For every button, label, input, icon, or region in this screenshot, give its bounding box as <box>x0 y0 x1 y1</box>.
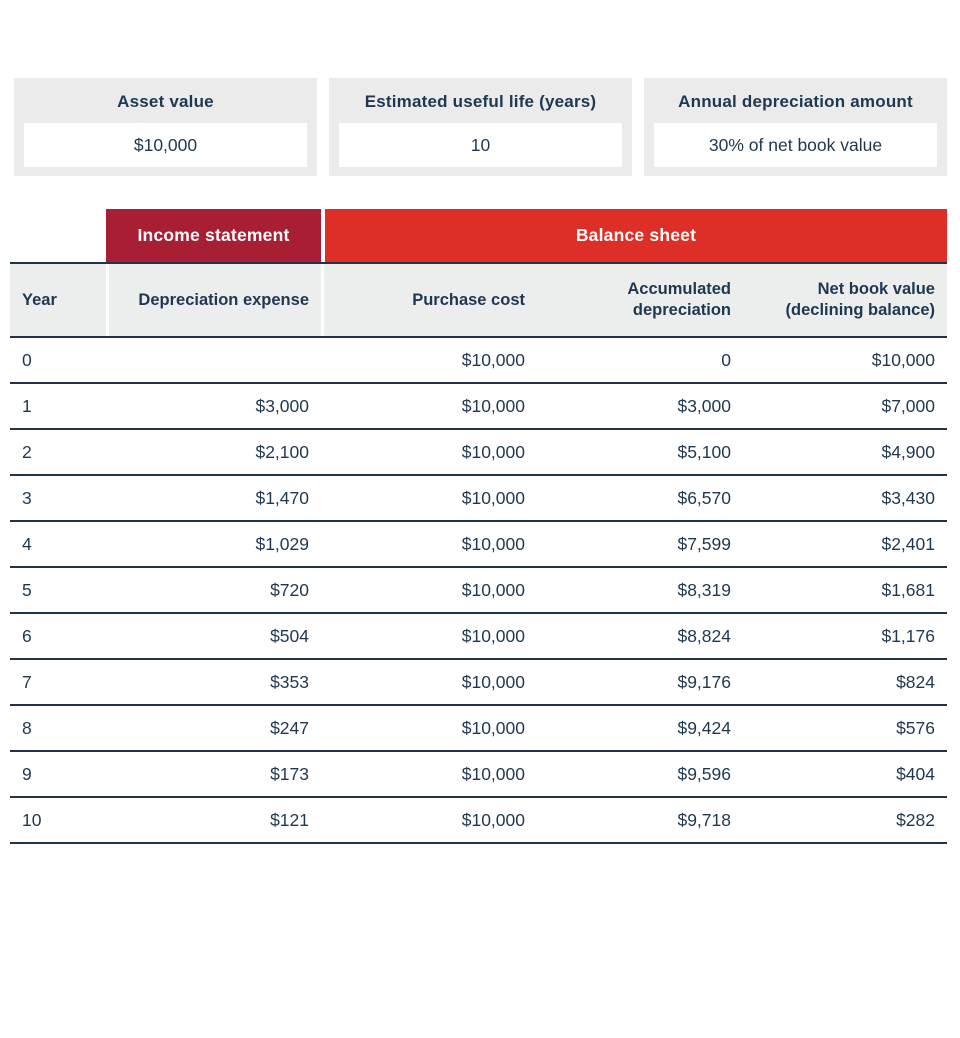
useful-life-field[interactable]: 10 <box>339 123 622 167</box>
cell: $10,000 <box>461 671 525 692</box>
cell: 4 <box>22 533 32 554</box>
group-header-balance-sheet: Balance sheet <box>321 209 947 262</box>
cell: $3,000 <box>677 395 731 416</box>
group-header-spacer <box>10 209 106 262</box>
cell: $1,029 <box>255 533 309 554</box>
cell: $9,176 <box>677 671 731 692</box>
annual-depreciation-label: Annual depreciation amount <box>678 92 913 111</box>
table-body <box>10 338 947 844</box>
cell: $10,000 <box>461 441 525 462</box>
input-card-useful-life <box>329 78 632 176</box>
cell: $7,599 <box>677 533 731 554</box>
table-row <box>10 614 947 660</box>
group-header-band <box>10 209 947 264</box>
cell: $1,470 <box>255 487 309 508</box>
cell: 7 <box>22 671 32 692</box>
cell: $3,000 <box>255 395 309 416</box>
cell: $10,000 <box>461 717 525 738</box>
cell: $10,000 <box>461 487 525 508</box>
cell: $10,000 <box>461 533 525 554</box>
cell: $8,319 <box>677 579 731 600</box>
cell: 6 <box>22 625 32 646</box>
depreciation-table <box>10 209 947 844</box>
cell: $504 <box>270 625 309 646</box>
table-row <box>10 430 947 476</box>
cell: 9 <box>22 763 32 784</box>
cell: $8,824 <box>677 625 731 646</box>
group-header-income-statement: Income statement <box>106 209 321 262</box>
cell: 3 <box>22 487 32 508</box>
cell: $824 <box>896 671 935 692</box>
cell: $10,000 <box>461 349 525 370</box>
cell: $10,000 <box>871 349 935 370</box>
cell <box>106 338 321 382</box>
cell: $720 <box>270 579 309 600</box>
input-card-annual-depreciation <box>644 78 947 176</box>
cell: $10,000 <box>461 579 525 600</box>
cell: $9,718 <box>677 809 731 830</box>
annual-depreciation-field[interactable]: 30% of net book value <box>654 123 937 167</box>
cell: $173 <box>270 763 309 784</box>
cell: $282 <box>896 809 935 830</box>
cell: $2,401 <box>881 533 935 554</box>
cell: 2 <box>22 441 32 462</box>
cell: 1 <box>22 395 32 416</box>
cell: $5,100 <box>677 441 731 462</box>
column-header-accumulated-depreciation: Accumulated depreciation <box>537 264 743 336</box>
cell: $404 <box>896 763 935 784</box>
cell: 0 <box>721 349 731 370</box>
cell: $576 <box>896 717 935 738</box>
table-row <box>10 522 947 568</box>
column-header-net-book-value: Net book value (declining balance) <box>743 264 947 336</box>
cell: $10,000 <box>461 395 525 416</box>
table-row <box>10 384 947 430</box>
table-row <box>10 798 947 844</box>
useful-life-label: Estimated useful life (years) <box>364 92 597 111</box>
input-card-asset-value <box>14 78 317 176</box>
cell: $1,681 <box>881 579 935 600</box>
cell: 0 <box>22 349 32 370</box>
cell: $2,100 <box>255 441 309 462</box>
table-row <box>10 752 947 798</box>
asset-value-label: Asset value <box>117 92 214 111</box>
cell: 10 <box>22 809 42 830</box>
column-header-depreciation-expense: Depreciation expense <box>106 264 321 336</box>
cell: $7,000 <box>881 395 935 416</box>
column-header-year: Year <box>10 264 106 336</box>
cell: $353 <box>270 671 309 692</box>
cell: $4,900 <box>881 441 935 462</box>
table-row <box>10 706 947 752</box>
cell: $1,176 <box>881 625 935 646</box>
table-row <box>10 660 947 706</box>
table-row <box>10 338 947 384</box>
cell: $247 <box>270 717 309 738</box>
cell: $6,570 <box>677 487 731 508</box>
table-row <box>10 476 947 522</box>
cell: $3,430 <box>881 487 935 508</box>
asset-value-field[interactable]: $10,000 <box>24 123 307 167</box>
table-row <box>10 568 947 614</box>
column-header-purchase-cost: Purchase cost <box>321 264 537 336</box>
cell: 8 <box>22 717 32 738</box>
cell: $10,000 <box>461 763 525 784</box>
cell: $121 <box>270 809 309 830</box>
cell: $9,596 <box>677 763 731 784</box>
cell: $10,000 <box>461 809 525 830</box>
cell: $10,000 <box>461 625 525 646</box>
inputs-row <box>14 78 947 176</box>
cell: $9,424 <box>677 717 731 738</box>
column-header-row <box>10 264 947 338</box>
cell: 5 <box>22 579 32 600</box>
